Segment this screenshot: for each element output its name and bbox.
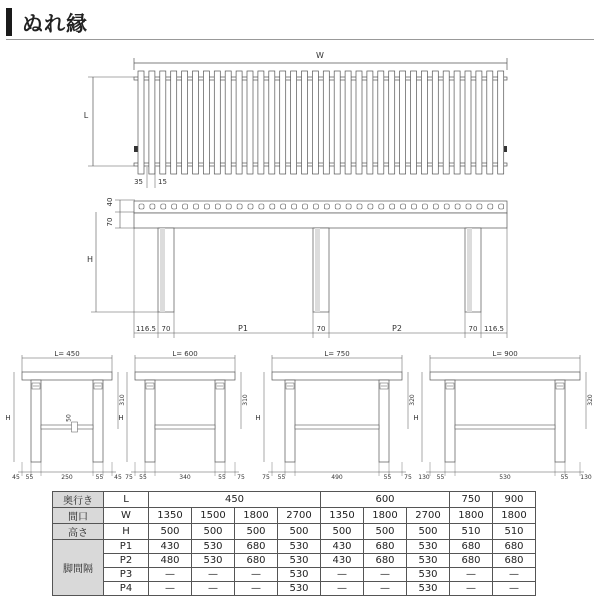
page-title: ぬれ縁 <box>22 12 88 36</box>
deck-slat <box>291 71 297 174</box>
end-view-crossbar <box>41 425 93 429</box>
cell: 430 <box>321 540 364 554</box>
end-view-bottom-dim: 75 <box>125 474 133 481</box>
dim-70-c: 70 <box>468 325 478 333</box>
deck-slat <box>280 71 286 174</box>
end-view-bottom-dim: 55 <box>560 474 569 481</box>
end-view-crossbar <box>295 425 379 429</box>
deck-slat <box>258 71 264 174</box>
deck-slat <box>389 71 395 174</box>
end-view-top-board <box>430 372 580 380</box>
end-view-dim-mid: 310 <box>119 394 126 406</box>
slat-end <box>412 204 417 209</box>
deck-slat <box>236 71 242 174</box>
cell: — <box>192 568 235 582</box>
end-view-bottom-dim: 250 <box>61 474 73 481</box>
bottom-frame-rail <box>134 163 507 166</box>
dim-116-5-right: 116.5 <box>483 325 505 333</box>
cell: 500 <box>235 524 278 540</box>
end-view-2 <box>118 350 249 481</box>
slat-end <box>226 204 231 209</box>
end-view-bottom-dim: 55 <box>218 474 226 481</box>
slat-end <box>313 204 318 209</box>
end-view-top-board <box>22 372 112 380</box>
deck-slat <box>356 71 362 174</box>
end-view-leg <box>555 380 565 462</box>
slat-end <box>379 204 384 209</box>
cell: 1800 <box>450 508 493 524</box>
cell: — <box>450 568 493 582</box>
row-label-leg-spacing: 脚間隔 <box>53 540 104 596</box>
slat-end <box>390 204 395 209</box>
symbol-h: H <box>104 524 149 540</box>
end-view-dim-50: 50 <box>65 414 73 422</box>
cell: 680 <box>364 554 407 568</box>
dimension-40: 40 <box>106 197 114 207</box>
slat-end <box>466 204 471 209</box>
height-label: H <box>86 255 94 264</box>
deck-top-board <box>134 201 507 213</box>
end-view-crossbar <box>155 425 215 429</box>
deck-slat <box>432 71 438 174</box>
row-label-height: 高さ <box>53 524 104 540</box>
deck-slat <box>400 71 406 174</box>
cell: — <box>149 568 192 582</box>
end-view-bottom-dim: 55 <box>95 474 104 481</box>
end-view-depth-label: L= 750 <box>324 350 350 358</box>
deck-slat <box>160 71 166 174</box>
cell: 500 <box>278 524 321 540</box>
length-label: L <box>83 111 89 120</box>
cell: 500 <box>407 524 450 540</box>
end-view-4 <box>413 350 594 481</box>
slat-end <box>172 204 177 209</box>
cell: 1800 <box>364 508 407 524</box>
top-view <box>84 51 507 188</box>
slat-end <box>292 204 297 209</box>
cell: — <box>364 568 407 582</box>
end-view-3 <box>255 350 419 481</box>
deck-slat <box>312 71 318 174</box>
deck-slat <box>138 71 144 174</box>
cell: 530 <box>278 554 321 568</box>
deck-slat <box>443 71 449 174</box>
cell: 500 <box>321 524 364 540</box>
end-view-bottom-dim: 75 <box>237 474 245 481</box>
deck-slat <box>302 71 308 174</box>
symbol-p4: P4 <box>104 582 149 596</box>
symbol-w: W <box>104 508 149 524</box>
top-frame-rail <box>134 77 507 80</box>
cell: — <box>450 582 493 596</box>
deck-slat <box>454 71 460 174</box>
dim-116-5-left: 116.5 <box>135 325 157 333</box>
slat-dimension-15: 15 <box>158 178 167 186</box>
table-row <box>53 492 536 508</box>
end-view-bottom-dim: 75 <box>262 474 270 481</box>
cell: — <box>235 582 278 596</box>
slat-end <box>324 204 329 209</box>
cell: 680 <box>450 540 493 554</box>
cell: — <box>364 582 407 596</box>
symbol-p1: P1 <box>104 540 149 554</box>
cell: — <box>149 582 192 596</box>
deck-slat <box>225 71 231 174</box>
slat-end <box>357 204 362 209</box>
table-row <box>53 540 536 554</box>
cell: 530 <box>407 554 450 568</box>
end-view-dim-mid: 320 <box>587 394 594 406</box>
row-label-depth: 奥行き <box>53 492 104 508</box>
table-row <box>53 524 536 540</box>
end-view-leg <box>285 380 295 462</box>
slat-end <box>368 204 373 209</box>
slat-end <box>215 204 220 209</box>
cell: — <box>321 582 364 596</box>
slat-end <box>248 204 253 209</box>
cell: 510 <box>493 524 536 540</box>
table-row <box>53 554 536 568</box>
dim-p2: P2 <box>392 324 402 333</box>
deck-slat <box>367 71 373 174</box>
cell: — <box>493 582 536 596</box>
table-row <box>53 568 536 582</box>
slat-end <box>455 204 460 209</box>
slat-end <box>281 204 286 209</box>
deck-slat <box>476 71 482 174</box>
slat-end <box>477 204 482 209</box>
end-views <box>5 350 594 481</box>
end-view-depth-label: L= 450 <box>54 350 80 358</box>
end-view-bottom-dim: 490 <box>331 474 343 481</box>
slat-end <box>303 204 308 209</box>
deck-slat <box>171 71 177 174</box>
end-view-leg <box>93 380 103 462</box>
slat-end <box>161 204 166 209</box>
cell: 680 <box>493 540 536 554</box>
cell: 530 <box>407 540 450 554</box>
end-view-height-label: H <box>118 414 124 422</box>
dim-p1: P1 <box>238 324 248 333</box>
cell: 1800 <box>493 508 536 524</box>
deck-slat <box>465 71 471 174</box>
symbol-p3: P3 <box>104 568 149 582</box>
cell: 2700 <box>407 508 450 524</box>
deck-slat <box>193 71 199 174</box>
end-view-bottom-dim: 55 <box>383 474 392 481</box>
slat-end <box>346 204 351 209</box>
spec-table <box>52 491 536 596</box>
depth-600: 600 <box>321 492 450 508</box>
end-view-bottom-dim: 45 <box>12 474 20 481</box>
end-view-bottom-dim: 75 <box>404 474 412 481</box>
deck-slat <box>345 71 351 174</box>
end-view-bottom-dim: 130 <box>580 474 592 481</box>
slat-end <box>270 204 275 209</box>
cell: 680 <box>364 540 407 554</box>
deck-slat <box>149 71 155 174</box>
end-view-top-board <box>135 372 235 380</box>
cell: 1500 <box>192 508 235 524</box>
end-view-top-board <box>272 372 402 380</box>
slat-end <box>194 204 199 209</box>
slat-end <box>401 204 406 209</box>
cell: 430 <box>321 554 364 568</box>
depth-750: 750 <box>450 492 493 508</box>
end-view-depth-label: L= 900 <box>492 350 518 358</box>
cell: 680 <box>493 554 536 568</box>
cell: 530 <box>407 568 450 582</box>
cell: 1350 <box>321 508 364 524</box>
cell: 430 <box>149 540 192 554</box>
width-label: W <box>316 51 324 60</box>
cell: 530 <box>278 582 321 596</box>
cell: 480 <box>149 554 192 568</box>
dim-70-b: 70 <box>316 325 326 333</box>
cell: — <box>493 568 536 582</box>
cell: 530 <box>407 582 450 596</box>
deck-slat <box>323 71 329 174</box>
deck-slat <box>378 71 384 174</box>
cell: 680 <box>235 540 278 554</box>
cell: 530 <box>192 554 235 568</box>
end-view-leg <box>379 380 389 462</box>
end-view-leg <box>31 380 41 462</box>
cell: — <box>235 568 278 582</box>
slat-end <box>237 204 242 209</box>
end-view-leg <box>215 380 225 462</box>
end-view-leg <box>145 380 155 462</box>
cell: 510 <box>450 524 493 540</box>
deck-slats <box>138 71 504 174</box>
slat-end <box>444 204 449 209</box>
slat-end <box>499 204 504 209</box>
end-view-bottom-dim: 130 <box>418 474 430 481</box>
deck-slat <box>487 71 493 174</box>
deck-slat <box>498 71 504 174</box>
end-view-dim-mid: 310 <box>242 394 249 406</box>
deck-slat <box>182 71 188 174</box>
deck-slat <box>411 71 417 174</box>
slat-end <box>139 204 144 209</box>
cell: — <box>321 568 364 582</box>
symbol-l: L <box>104 492 149 508</box>
end-view-bottom-dim: 530 <box>499 474 511 481</box>
slat-end <box>488 204 493 209</box>
dimension-70: 70 <box>106 217 114 227</box>
cell: 1800 <box>235 508 278 524</box>
cell: 530 <box>278 540 321 554</box>
depth-900: 900 <box>493 492 536 508</box>
table-row <box>53 508 536 524</box>
end-view-bottom-dim: 55 <box>139 474 147 481</box>
cell: 1350 <box>149 508 192 524</box>
slat-end <box>204 204 209 209</box>
end-view-depth-label: L= 600 <box>172 350 198 358</box>
slat-dimension-35: 35 <box>134 178 143 186</box>
end-view-bottom-dim: 45 <box>114 474 122 481</box>
cell: 500 <box>192 524 235 540</box>
end-view-bottom-dim: 55 <box>25 474 34 481</box>
symbol-p2: P2 <box>104 554 149 568</box>
end-view-1 <box>5 350 126 481</box>
side-view <box>87 198 507 338</box>
end-view-height-label: H <box>5 414 11 422</box>
cell: 530 <box>192 540 235 554</box>
apron-beam <box>134 213 507 228</box>
depth-450: 450 <box>149 492 321 508</box>
end-view-leg <box>445 380 455 462</box>
deck-slat <box>421 71 427 174</box>
slat-end <box>422 204 427 209</box>
slat-end <box>335 204 340 209</box>
deck-slat <box>269 71 275 174</box>
end-view-bottom-dim: 55 <box>436 474 445 481</box>
deck-slat <box>334 71 340 174</box>
cell: 680 <box>235 554 278 568</box>
end-view-height-label: H <box>413 414 419 422</box>
row-label-width: 間口 <box>53 508 104 524</box>
cell: 530 <box>278 568 321 582</box>
dim-70-a: 70 <box>161 325 171 333</box>
deck-slat <box>247 71 253 174</box>
slat-end <box>259 204 264 209</box>
cell: — <box>192 582 235 596</box>
deck-slat <box>214 71 220 174</box>
slat-end <box>150 204 155 209</box>
slat-end <box>433 204 438 209</box>
cell: 500 <box>364 524 407 540</box>
deck-slat <box>203 71 209 174</box>
table-row <box>53 582 536 596</box>
end-view-crossbar <box>455 425 555 429</box>
end-view-dim-mid: 320 <box>409 394 416 406</box>
cell: 2700 <box>278 508 321 524</box>
end-view-bottom-dim: 340 <box>179 474 191 481</box>
slat-end <box>183 204 188 209</box>
end-view-height-label: H <box>255 414 261 422</box>
end-view-bottom-dim: 55 <box>277 474 286 481</box>
cell: 680 <box>450 554 493 568</box>
cell: 500 <box>149 524 192 540</box>
